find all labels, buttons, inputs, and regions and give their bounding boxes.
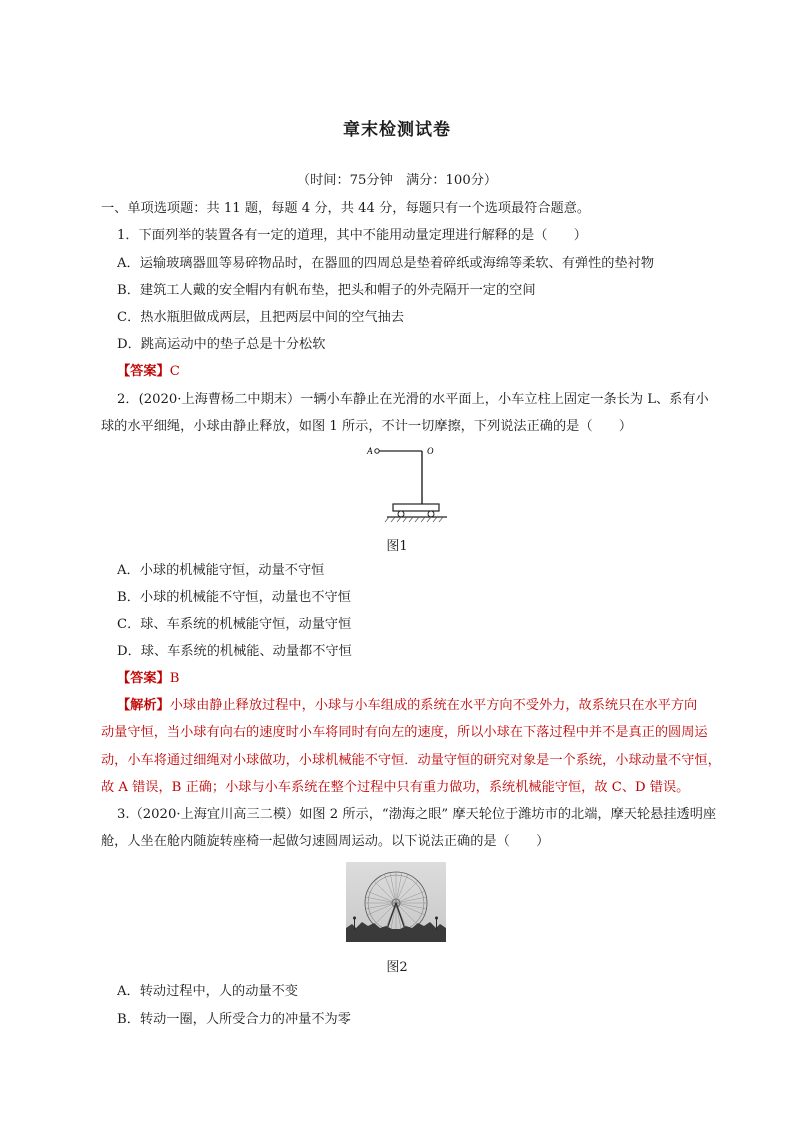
label-a: A — [367, 446, 373, 456]
cart-body — [393, 504, 439, 511]
q1-answer — [117, 363, 180, 381]
q1-option-a: A．运输玻璃器皿等易碎物品时，在器皿的四周总是垫着碎纸或海绵等柔软、有弹性的垫衬物 — [117, 256, 655, 271]
exam-time-info: （时间：75分钟 满分：100分） — [296, 173, 498, 188]
q2-analysis-line-3: 动，小车将通过细绳对小球做功，小球机械能不守恒．动量守恒的研究对象是一个系统，小球动量不守恒， — [101, 753, 721, 768]
q3-option-b: B．转动一圈，人所受合力的冲量不为零 — [117, 1012, 351, 1027]
section-heading: 一、单项选项题：共 11 题，每题 4 分，共 44 分，每题只有一个选项最符合题意。 — [101, 201, 591, 216]
q3-stem-line-1: 3.（2020·上海宜川高三二模）如图 2 所示，“渤海之眼” 摩天轮位于潍坊市的北端，摩天轮悬挂透明座 — [117, 807, 717, 822]
ball — [375, 449, 379, 453]
q1-option-c: C．热水瓶胆做成两层，且把两层中间的空气抽去 — [117, 310, 405, 325]
q2-analysis-line-4: 故 A 错误，B 正确；小球与小车系统在整个过程中只有重力做功，系统机械能守恒，故 C、D 错误。 — [101, 780, 690, 795]
q1-stem: 1．下面列举的装置各有一定的道理，其中不能用动量定理进行解释的是（ ） — [117, 228, 587, 243]
figure-1-caption: 图1 — [386, 539, 408, 554]
label-o: O — [427, 446, 434, 456]
answer-tag: 【答案】 — [117, 671, 170, 686]
q2-option-b: B．小球的机械能不守恒，动量也不守恒 — [117, 590, 351, 605]
ground-hatching — [385, 517, 443, 522]
cart-pendulum-figure — [365, 440, 465, 525]
q3-option-a: A．转动过程中，人的动量不变 — [117, 984, 298, 999]
q2-option-a: A．小球的机械能守恒，动量不守恒 — [117, 563, 325, 578]
q2-option-d: D．球、车系统的机械能、动量都不守恒 — [117, 644, 352, 659]
answer-value: C — [169, 364, 180, 379]
q2-option-c: C．球、车系统的机械能守恒，动量守恒 — [117, 617, 352, 632]
answer-tag: 【答案】 — [117, 364, 170, 379]
cart-wheel-left — [398, 511, 404, 517]
figure-2-caption: 图2 — [386, 960, 408, 975]
cart-wheel-right — [428, 511, 434, 517]
q2-analysis-line-2: 动量守恒，当小球有向右的速度时小车将同时有向左的速度，所以小球在下落过程中并不是真正的圆周运 — [101, 725, 708, 740]
ferris-wheel-photo — [346, 862, 446, 942]
q3-stem-line-2: 舱，人坐在舱内随旋转座椅一起做匀速圆周运动。以下说法正确的是（ ） — [101, 834, 550, 849]
q2-answer — [117, 670, 179, 688]
q1-option-d: D．跳高运动中的垫子总是十分松软 — [117, 337, 326, 352]
analysis-text: 小球由静止释放过程中，小球与小车组成的系统在水平方向不受外力，故系统只在水平方向 — [169, 698, 698, 713]
answer-value: B — [169, 671, 180, 686]
analysis-tag: 【解析】 — [117, 698, 170, 713]
q2-analysis-line-1 — [117, 697, 697, 715]
q2-stem-line-2: 球的水平细绳，小球由静止释放，如图 1 所示，不计一切摩擦，下列说法正确的是（ ） — [101, 419, 633, 434]
q1-option-b: B．建筑工人戴的安全帽内有帆布垫，把头和帽子的外壳隔开一定的空间 — [117, 283, 536, 298]
page-title: 章末检测试卷 — [343, 120, 451, 140]
q2-stem-line-1: 2．(2020·上海曹杨二中期末）一辆小车静止在光滑的水平面上，小车立柱上固定一条长为 L、系有小 — [117, 392, 709, 407]
